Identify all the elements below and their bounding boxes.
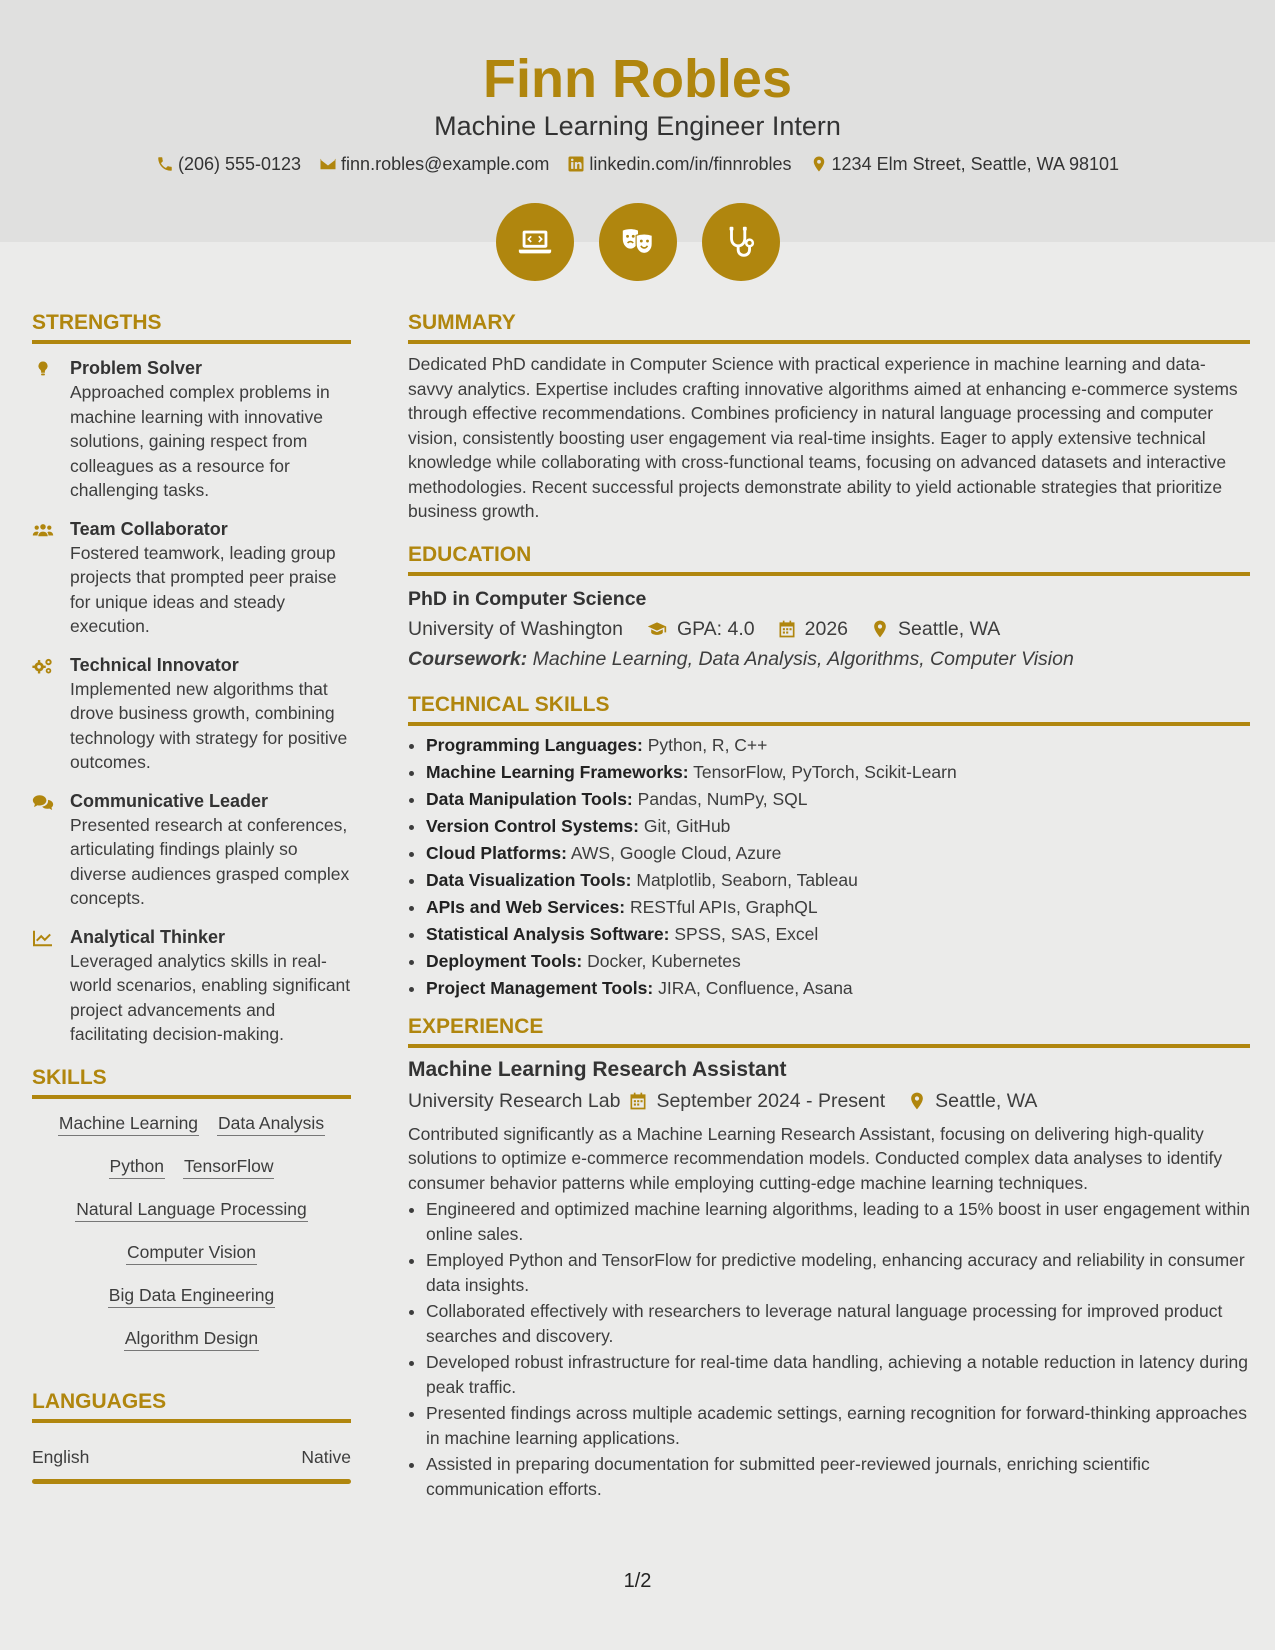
strength-title: Communicative Leader (70, 790, 269, 811)
list-item: • Data Manipulation Tools: Pandas, NumPy, SQL (426, 786, 1250, 813)
contact-address (810, 151, 1120, 177)
contact-phone-text: (206) 555-0123 (177, 154, 302, 174)
strength-desc: Leveraged analytics skills in real-world scenarios, enabling significant project advancements and facilitating decision-making. (70, 950, 351, 1044)
interest-stethoscope (702, 203, 780, 281)
skill-tag: Algorithm Design (124, 1326, 259, 1351)
technical-skills-heading: TECHNICAL SKILLS (408, 688, 1250, 726)
candidate-name: Finn Robles (483, 49, 792, 109)
list-item: • Assisted in preparing documentation for submitted peer-reviewed journals, enriching scientific communication efforts. (426, 1452, 1250, 1501)
calendar-icon (777, 619, 797, 639)
strength-item (32, 356, 351, 503)
list-item: • Employed Python and TensorFlow for predictive modeling, enhancing accuracy and reliability in consumer data insights. (426, 1248, 1250, 1297)
skill-tag: Machine Learning (58, 1111, 199, 1136)
graduation-year: 2026 (804, 617, 849, 640)
list-item: • Engineered and optimized machine learning algorithms, leading to a 15% boost in user engagement within online sales. (426, 1197, 1250, 1246)
experience-bullets (408, 1197, 1250, 1501)
list-item: • Machine Learning Frameworks: TensorFlow, PyTorch, Scikit-Learn (426, 759, 1250, 786)
school: University of Washington (408, 617, 623, 640)
skills-tags (32, 1111, 351, 1351)
gpa: GPA: 4.0 (676, 617, 755, 640)
skill-tag: Big Data Engineering (108, 1283, 275, 1308)
education-heading: EDUCATION (408, 538, 1250, 576)
graduation-cap-icon (645, 619, 669, 639)
contact-email[interactable] (319, 151, 549, 177)
experience-dates: September 2024 - Present (656, 1089, 886, 1112)
list-item: • Version Control Systems: Git, GitHub (426, 813, 1250, 840)
theater-masks-icon (619, 223, 657, 261)
contact-linkedin-text: linkedin.com/in/finnrobles (589, 154, 792, 174)
page-number: 1/2 (623, 1570, 652, 1592)
strength-title: Team Collaborator (70, 518, 228, 539)
contact-address-text: 1234 Elm Street, Seattle, WA 98101 (831, 154, 1120, 174)
strength-desc: Implemented new algorithms that drove business growth, combining technology with strategy for positive outcomes. (70, 678, 348, 772)
list-item: • Developed robust infrastructure for real-time data handling, achieving a notable reduction in latency during peak traffic. (426, 1350, 1250, 1399)
laptop-code-icon (516, 223, 554, 261)
skill-tag: TensorFlow (183, 1154, 274, 1179)
lightbulb-icon (32, 360, 54, 378)
chart-line-icon (32, 929, 54, 947)
skill-tag: Data Analysis (217, 1111, 325, 1136)
job-position: Machine Learning Research Assistant (408, 1057, 787, 1081)
coursework (408, 644, 1250, 674)
list-item: • Statistical Analysis Software: SPSS, SAS, Excel (426, 921, 1250, 948)
strength-item (32, 517, 351, 639)
degree: PhD in Computer Science (408, 587, 647, 610)
strength-item (32, 925, 351, 1047)
strength-title: Analytical Thinker (70, 926, 226, 947)
list-item: • Data Visualization Tools: Matplotlib, Seaborn, Tableau (426, 867, 1250, 894)
location-pin-icon (870, 619, 890, 639)
list-item: • Programming Languages: Python, R, C++ (426, 732, 1250, 759)
education-location: Seattle, WA (898, 617, 1001, 640)
language-name: English (32, 1446, 90, 1467)
envelope-icon (319, 155, 337, 173)
stethoscope-icon (722, 223, 760, 261)
strength-item (32, 653, 351, 775)
skill-tag: Natural Language Processing (75, 1197, 308, 1222)
interest-icons (0, 203, 1275, 281)
languages-heading: LANGUAGES (32, 1385, 351, 1423)
list-item: • Presented findings across multiple academic settings, earning recognition for forward-thinking approaches in machine learning applications. (426, 1401, 1250, 1450)
language-row (32, 1445, 351, 1469)
list-item: • Cloud Platforms: AWS, Google Cloud, Azure (426, 840, 1250, 867)
comments-icon (32, 793, 54, 811)
experience-meta (408, 1086, 1250, 1116)
experience-summary: Contributed significantly as a Machine Learning Research Assistant, focusing on delivering high-quality solutions to optimize e-commerce recommendation models. Conducted complex data analyses to identify consumer behavior patterns while employing cutting-edge machine learning techniques. (408, 1123, 1223, 1193)
organization: University Research Lab (408, 1089, 621, 1112)
contact-phone[interactable] (156, 151, 301, 177)
contact-email-text: finn.robles@example.com (341, 154, 550, 174)
skills-heading: SKILLS (32, 1061, 351, 1099)
job-title-heading: Machine Learning Engineer Intern (434, 111, 841, 141)
list-item: • Project Management Tools: JIRA, Confluence, Asana (426, 975, 1250, 1002)
strengths-list (32, 356, 351, 1047)
strength-title: Technical Innovator (70, 654, 239, 675)
experience-location: Seattle, WA (935, 1089, 1038, 1112)
summary-heading: SUMMARY (408, 306, 1250, 344)
right-column (408, 306, 1250, 1503)
list-item: • Collaborated effectively with researchers to leverage natural language processing for improved product searches and discovery. (426, 1299, 1250, 1348)
phone-icon (156, 155, 174, 173)
gears-icon (32, 657, 54, 675)
linkedin-icon (567, 155, 585, 173)
strength-desc: Approached complex problems in machine learning with innovative solutions, gaining respect from colleagues as a resource for challenging tasks. (70, 382, 330, 500)
location-pin-icon (907, 1091, 927, 1111)
skill-tag: Computer Vision (126, 1240, 257, 1265)
skill-tag: Python (109, 1154, 165, 1179)
strength-item (32, 789, 351, 911)
strength-desc: Fostered teamwork, leading group projects that prompted peer praise for unique ideas and steady execution. (70, 542, 337, 636)
calendar-icon (628, 1091, 648, 1111)
interest-laptop (496, 203, 574, 281)
location-pin-icon (810, 155, 828, 173)
contact-row (0, 151, 1275, 177)
strengths-heading: STRENGTHS (32, 306, 351, 344)
users-icon (32, 521, 54, 539)
coursework-list: Machine Learning, Data Analysis, Algorithms, Computer Vision (532, 647, 1074, 670)
contact-linkedin[interactable] (567, 151, 791, 177)
interest-masks (599, 203, 677, 281)
summary-text: Dedicated PhD candidate in Computer Science with practical experience in machine learning and data-savvy analytics. Expertise includes crafting innovative algorithms aimed at enhancing e-commerce systems through effective recommendations. Combines proficiency in natural language processing and computer vision, consistently boosting user engagement via real-time insights. Eager to apply extensive technical knowledge while collaborating with cross-functional teams, focusing on advanced datasets and interactive methodologies. Recent successful projects demonstrate ability to yield actionable strategies that prioritize business growth. (408, 354, 1238, 521)
list-item: • Deployment Tools: Docker, Kubernetes (426, 948, 1250, 975)
experience-heading: EXPERIENCE (408, 1010, 1250, 1048)
language-level: Native (301, 1446, 351, 1467)
technical-skills-list (408, 732, 1250, 1002)
coursework-label: Coursework: (408, 647, 528, 670)
language-level-bar (32, 1479, 351, 1484)
left-column (32, 306, 351, 1484)
education-meta (408, 614, 1250, 644)
strength-desc: Presented research at conferences, articulating findings plainly so diverse audiences grasped complex concepts. (70, 814, 350, 908)
list-item: • APIs and Web Services: RESTful APIs, GraphQL (426, 894, 1250, 921)
strength-title: Problem Solver (70, 358, 203, 378)
